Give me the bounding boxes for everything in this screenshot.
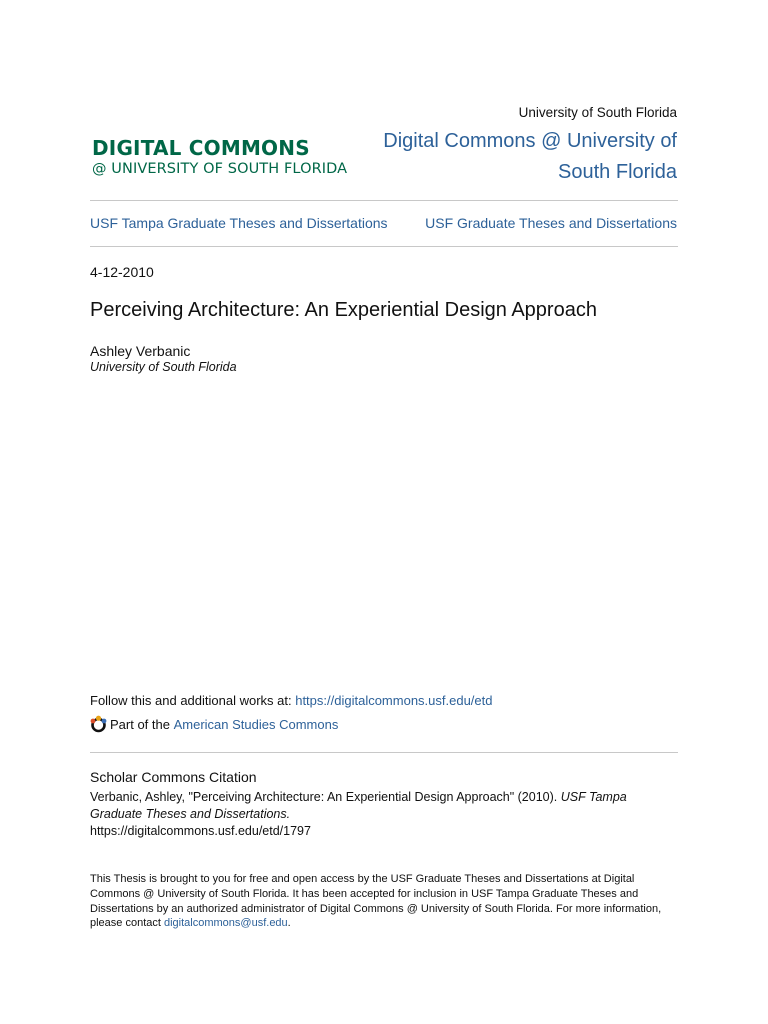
divider (90, 200, 678, 201)
digital-commons-logo[interactable] (92, 136, 362, 178)
notice-end: . (287, 917, 291, 930)
follow-url-link[interactable]: https://digitalcommons.usf.edu/etd (295, 693, 493, 708)
citation-heading: Scholar Commons Citation (90, 769, 257, 785)
citation-series: USF Tampa Graduate Theses and Dissertations (90, 790, 627, 821)
citation-url: https://digitalcommons.usf.edu/etd/1797 (90, 824, 311, 838)
citation-text (90, 789, 680, 840)
divider (90, 752, 678, 753)
notice-text: This Thesis is brought to you for free and open access by the USF Graduate Theses and Dissertations at Digital Commons @ University of South Florida. It has been accepted for inclusion in USF Tampa Graduate Theses and Dissertations by an authorized administrator of Digital Commons @ University of South Florida. For more information, please contact (90, 873, 662, 930)
logo-subtitle: @ UNIVERSITY OF SOUTH FLORIDA (92, 161, 348, 177)
author-name: Ashley Verbanic (90, 343, 191, 359)
part-of-prefix: Part of the (110, 716, 170, 732)
institution-name: University of South Florida (518, 105, 677, 120)
part-of-line (90, 715, 338, 733)
follow-line (90, 693, 493, 708)
logo-title: DIGITAL COMMONS (92, 136, 310, 160)
publication-date: 4-12-2010 (90, 264, 154, 280)
divider (90, 246, 678, 247)
network-commons-icon (90, 715, 107, 733)
access-notice (90, 872, 670, 931)
citation-series-end: . (286, 807, 291, 821)
document-title: Perceiving Architecture: An Experiential Design Approach (90, 299, 597, 321)
discipline-link[interactable]: American Studies Commons (173, 716, 339, 732)
citation-main: Verbanic, Ashley, "Perceiving Architecture: An Experiential Design Approach" (2010). (90, 790, 561, 804)
author-affiliation: University of South Florida (90, 360, 237, 374)
collection-link-tampa[interactable]: USF Tampa Graduate Theses and Dissertations (90, 215, 388, 231)
repository-link[interactable]: Digital Commons @ University of South Florida (383, 130, 677, 183)
contact-email-link[interactable]: digitalcommons@usf.edu (164, 917, 288, 930)
follow-prefix: Follow this and additional works at: (90, 693, 296, 708)
collection-link-graduate[interactable]: USF Graduate Theses and Dissertations (425, 215, 677, 231)
